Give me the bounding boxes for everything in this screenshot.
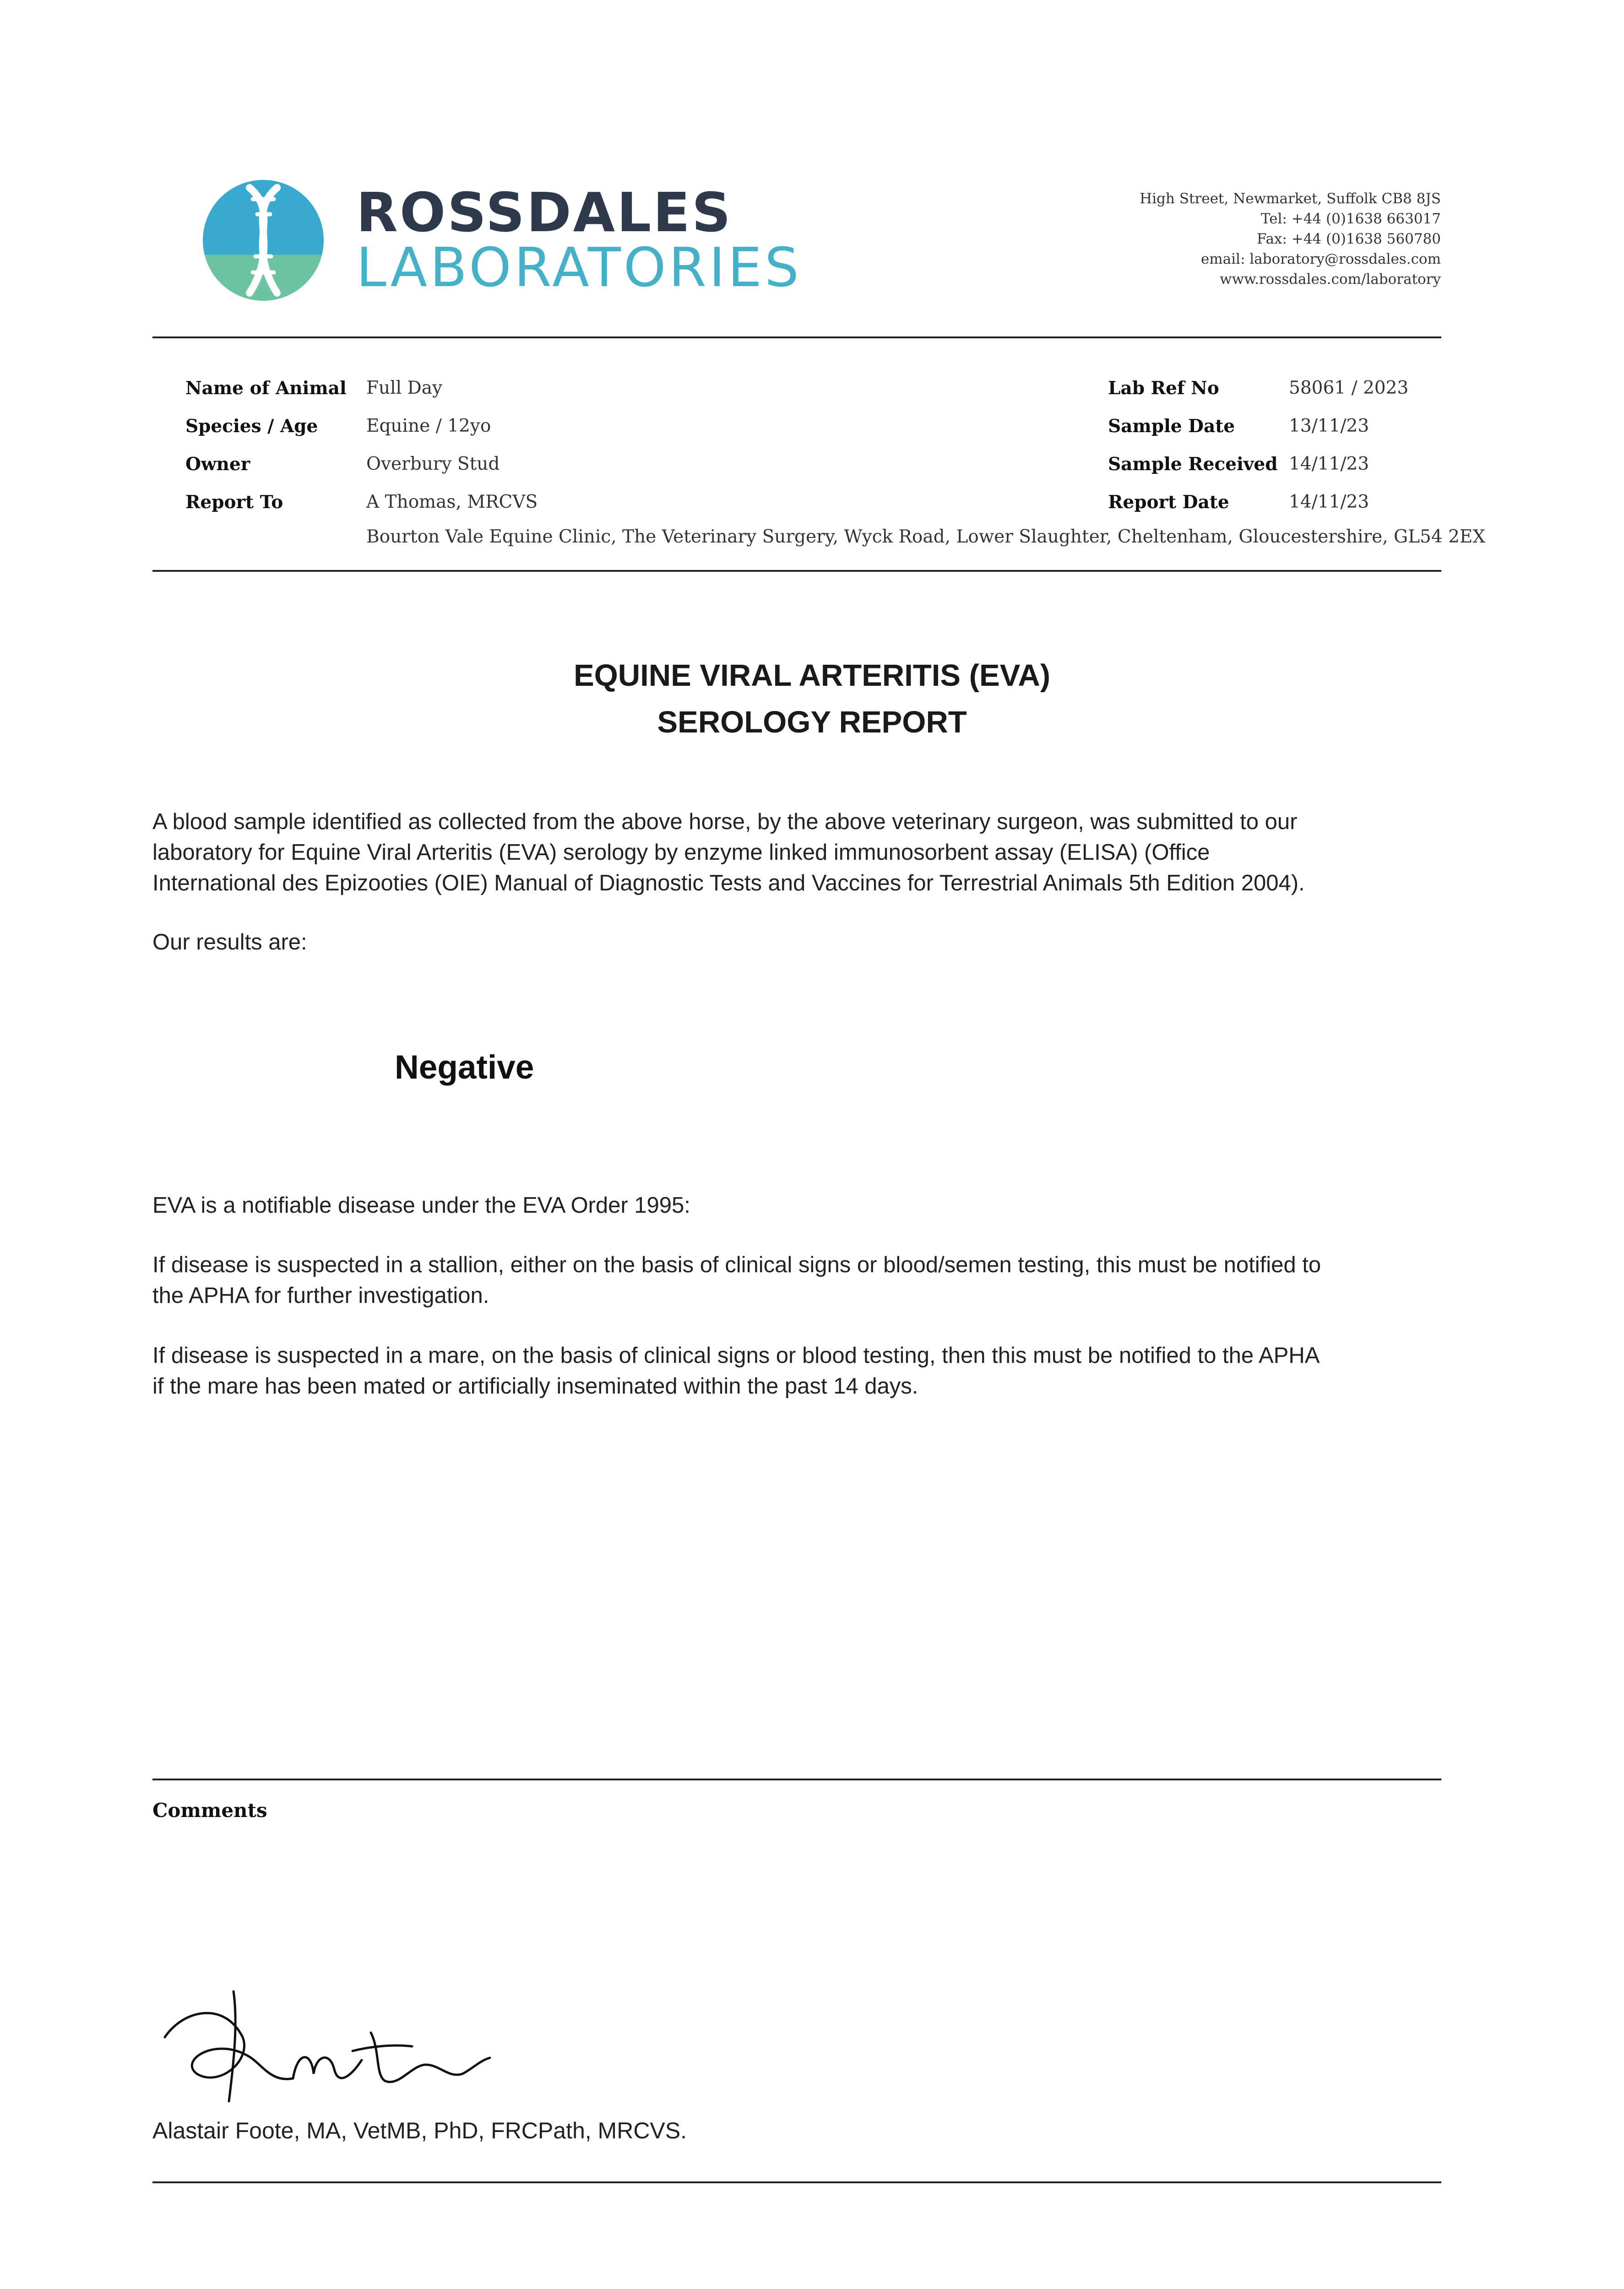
mare-line-2: if the mare has been mated or artificially inseminated within the past 14 days. [152, 1374, 918, 1399]
logo-text-rossdales: ROSSDALES [356, 181, 733, 244]
stallion-line-1: If disease is suspected in a stallion, either on the basis of clinical signs or blood/semen testing, this must be notified to [152, 1253, 1321, 1277]
name-of-animal-value: Full Day [366, 378, 443, 398]
report-to-value: A Thomas, MRCVS [366, 492, 538, 512]
intro-line-1: A blood sample identified as collected from the above horse, by the above veterinary surgeon, was submitted to our [152, 809, 1298, 834]
report-date-label: Report Date [1108, 492, 1229, 513]
species-age-label: Species / Age [185, 416, 318, 437]
mare-paragraph [152, 1340, 1441, 1402]
contact-block [1140, 189, 1441, 289]
intro-line-3: International des Epizooties (OIE) Manual of Diagnostic Tests and Vaccines for Terrestrial Animals 5th Edition 2004). [152, 871, 1305, 895]
footer-divider [152, 2181, 1441, 2183]
report-title [0, 652, 1624, 746]
notifiable-notice: EVA is a notifiable disease under the EVA Order 1995: [152, 1193, 690, 1218]
report-title-line1: EQUINE VIRAL ARTERITIS (EVA) [573, 658, 1051, 693]
sample-date-value: 13/11/23 [1289, 416, 1369, 436]
species-age-value: Equine / 12yo [366, 416, 491, 436]
contact-address: High Street, Newmarket, Suffolk CB8 8JS [1140, 190, 1441, 207]
lab-ref-no-label: Lab Ref No [1108, 378, 1219, 399]
owner-value: Overbury Stud [366, 454, 500, 474]
report-to-address: Bourton Vale Equine Clinic, The Veterinary Surgery, Wyck Road, Lower Slaughter, Cheltenham, Gloucestershire, GL54 2EX [366, 526, 1486, 547]
comments-label: Comments [152, 1799, 267, 1822]
signature [156, 1982, 504, 2115]
comments-divider [152, 1779, 1441, 1780]
lab-ref-no-value: 58061 / 2023 [1289, 378, 1409, 398]
owner-label: Owner [185, 454, 250, 475]
logo-text-laboratories: LABORATORIES [356, 236, 802, 299]
sample-received-value: 14/11/23 [1289, 454, 1369, 474]
contact-fax: Fax: +44 (0)1638 560780 [1257, 231, 1441, 247]
report-title-line2: SEROLOGY REPORT [657, 705, 967, 739]
intro-line-2: laboratory for Equine Viral Arteritis (EVA) serology by enzyme linked immunosorbent assay (ELISA) (Office [152, 840, 1210, 865]
intro-paragraph [152, 807, 1441, 899]
contact-tel: Tel: +44 (0)1638 663017 [1260, 211, 1441, 227]
name-of-animal-label: Name of Animal [185, 378, 347, 399]
sample-date-label: Sample Date [1108, 416, 1235, 437]
stallion-paragraph [152, 1250, 1441, 1311]
header-divider [152, 336, 1441, 338]
contact-website[interactable]: www.rossdales.com/laboratory [1220, 271, 1441, 287]
info-divider [152, 570, 1441, 572]
report-date-value: 14/11/23 [1289, 492, 1369, 512]
report-to-label: Report To [185, 492, 283, 513]
dna-helix-icon [201, 179, 325, 302]
sample-received-label: Sample Received [1108, 454, 1278, 475]
mare-line-1: If disease is suspected in a mare, on the basis of clinical signs or blood testing, then this must be notified to the APHA [152, 1343, 1320, 1368]
contact-email[interactable]: email: laboratory@rossdales.com [1200, 251, 1441, 267]
result-value: Negative [395, 1049, 534, 1086]
results-label: Our results are: [152, 930, 307, 955]
signatory-name: Alastair Foote, MA, VetMB, PhD, FRCPath, MRCVS. [152, 2118, 687, 2143]
stallion-line-2: the APHA for further investigation. [152, 1283, 489, 1308]
